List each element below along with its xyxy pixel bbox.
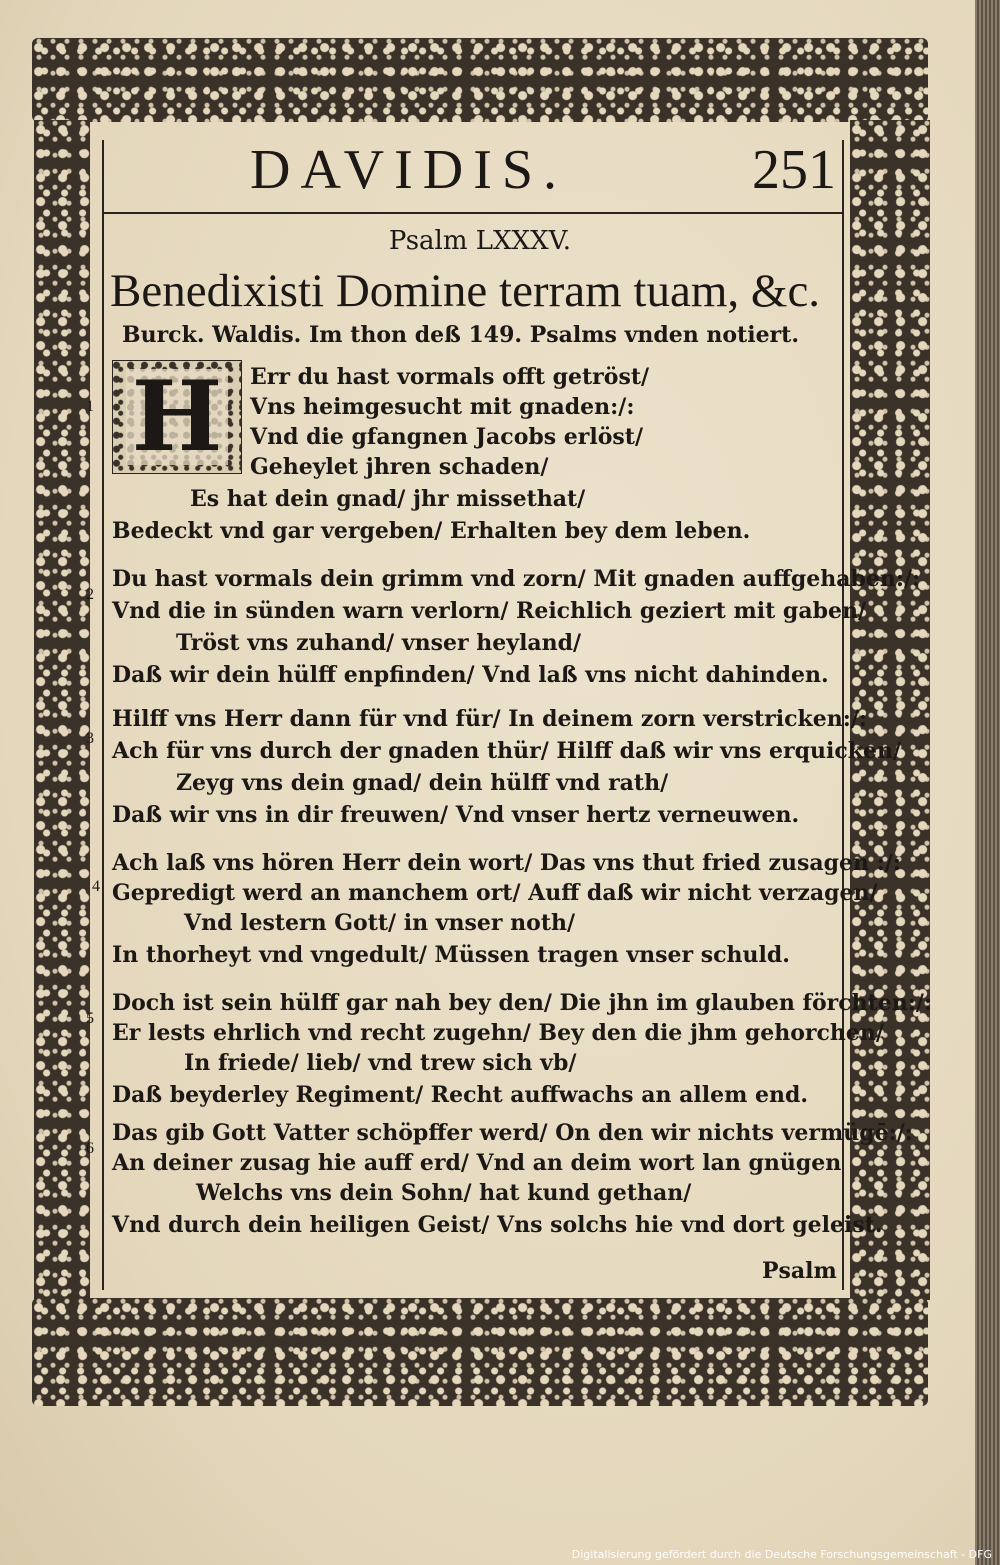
latin-title: Benedixisti Domine terram tuam, &c. — [110, 265, 821, 317]
verse-line: Vnd durch dein heiligen Geist/ Vns solchs hie vnd dort geleist. — [112, 1212, 883, 1238]
verse-line: Daß wir vns in dir freuwen/ Vnd vnser hertz verneuwen. — [112, 802, 800, 828]
verse-line: Zeyg vns dein gnad/ dein hülff vnd rath/ — [176, 770, 669, 796]
verse-number: 3 — [86, 730, 94, 747]
verse-line: Vnd die gfangnen Jacobs erlöst/ — [250, 424, 643, 450]
verse-number: 6 — [86, 1140, 94, 1157]
verse-line: Vnd die in sünden warn verlorn/ Reichlich geziert mit gaben/ — [112, 598, 866, 624]
verse-number: 4 — [92, 878, 100, 895]
verse-number: 5 — [86, 1010, 94, 1027]
ornamental-border-bottom — [32, 1298, 928, 1406]
frame-rule-left — [102, 140, 104, 1290]
verse-line: Ach laß vns hören Herr dein wort/ Das vns thut fried zusagen :/: — [112, 850, 901, 876]
verse-line: Geheylet jhren schaden/ — [250, 454, 549, 480]
verse-line: Ach für vns durch der gnaden thür/ Hilff daß wir vns erquicken/ — [112, 738, 901, 764]
verse-number: 2 — [86, 586, 94, 603]
verse-line: Doch ist sein hülff gar nah bey den/ Die jhn im glauben förchten:/: — [112, 990, 933, 1016]
frame-rule-top — [104, 212, 842, 214]
verse-line: Welchs vns dein Sohn/ hat kund gethan/ — [196, 1180, 692, 1206]
verse-line: An deiner zusag hie auff erd/ Vnd an deim wort lan gnügen — [112, 1150, 842, 1176]
initial-letter: H — [126, 369, 229, 465]
verse-line: Du hast vormals dein grimm vnd zorn/ Mit gnaden auffgehaben:/: — [112, 566, 921, 592]
verse-line: Er lests ehrlich vnd recht zugehn/ Bey den die jhm gehorchen/ — [112, 1020, 884, 1046]
verse-number: 1 — [86, 398, 94, 415]
verse-line: Daß wir dein hülff enpfinden/ Vnd laß vns nicht dahinden. — [112, 662, 829, 688]
verse-line: Err du hast vormals offt getröst/ — [250, 364, 650, 390]
verse-line: Tröst vns zuhand/ vnser heyland/ — [176, 630, 582, 656]
ornamental-border-left — [34, 120, 90, 1300]
verse-line: Bedeckt vnd gar vergeben/ Erhalten bey dem leben. — [112, 518, 751, 544]
page-edge — [975, 0, 1000, 1565]
verse-line: Vnd lestern Gott/ in vnser noth/ — [184, 910, 576, 936]
ornamental-border-top — [32, 38, 928, 122]
verse-line: Das gib Gott Vatter schöpffer werd/ On den wir nichts vermügē:/: — [112, 1120, 913, 1146]
verse-line: Vns heimgesucht mit gnaden:/: — [250, 394, 635, 420]
catchword: Psalm — [762, 1258, 837, 1284]
verse-line: Gepredigt werd an manchem ort/ Auff daß wir nicht verzagen/ — [112, 880, 878, 906]
psalm-number: Psalm LXXXV. — [388, 226, 572, 256]
verse-line: In thorheyt vnd vngedult/ Müssen tragen vnser schuld. — [112, 942, 790, 968]
digitization-credit: Digitalisierung gefördert durch die Deutsche Forschungsgemeinschaft - DFG — [571, 1548, 992, 1561]
decorated-initial-icon — [112, 360, 242, 474]
verse-line: Hilff vns Herr dann für vnd für/ In deinem zorn verstricken:/: — [112, 706, 868, 732]
attribution: Burck. Waldis. Im thon deß 149. Psalms vnden notiert. — [122, 322, 799, 348]
running-head: DAVIDIS. — [250, 139, 567, 201]
verse-line: Daß beyderley Regiment/ Recht auffwachs an allem end. — [112, 1082, 809, 1108]
page-number: 251 — [752, 139, 836, 201]
verse-line: In friede/ lieb/ vnd trew sich vb/ — [184, 1050, 577, 1076]
verse-line: Es hat dein gnad/ jhr missethat/ — [190, 486, 586, 512]
